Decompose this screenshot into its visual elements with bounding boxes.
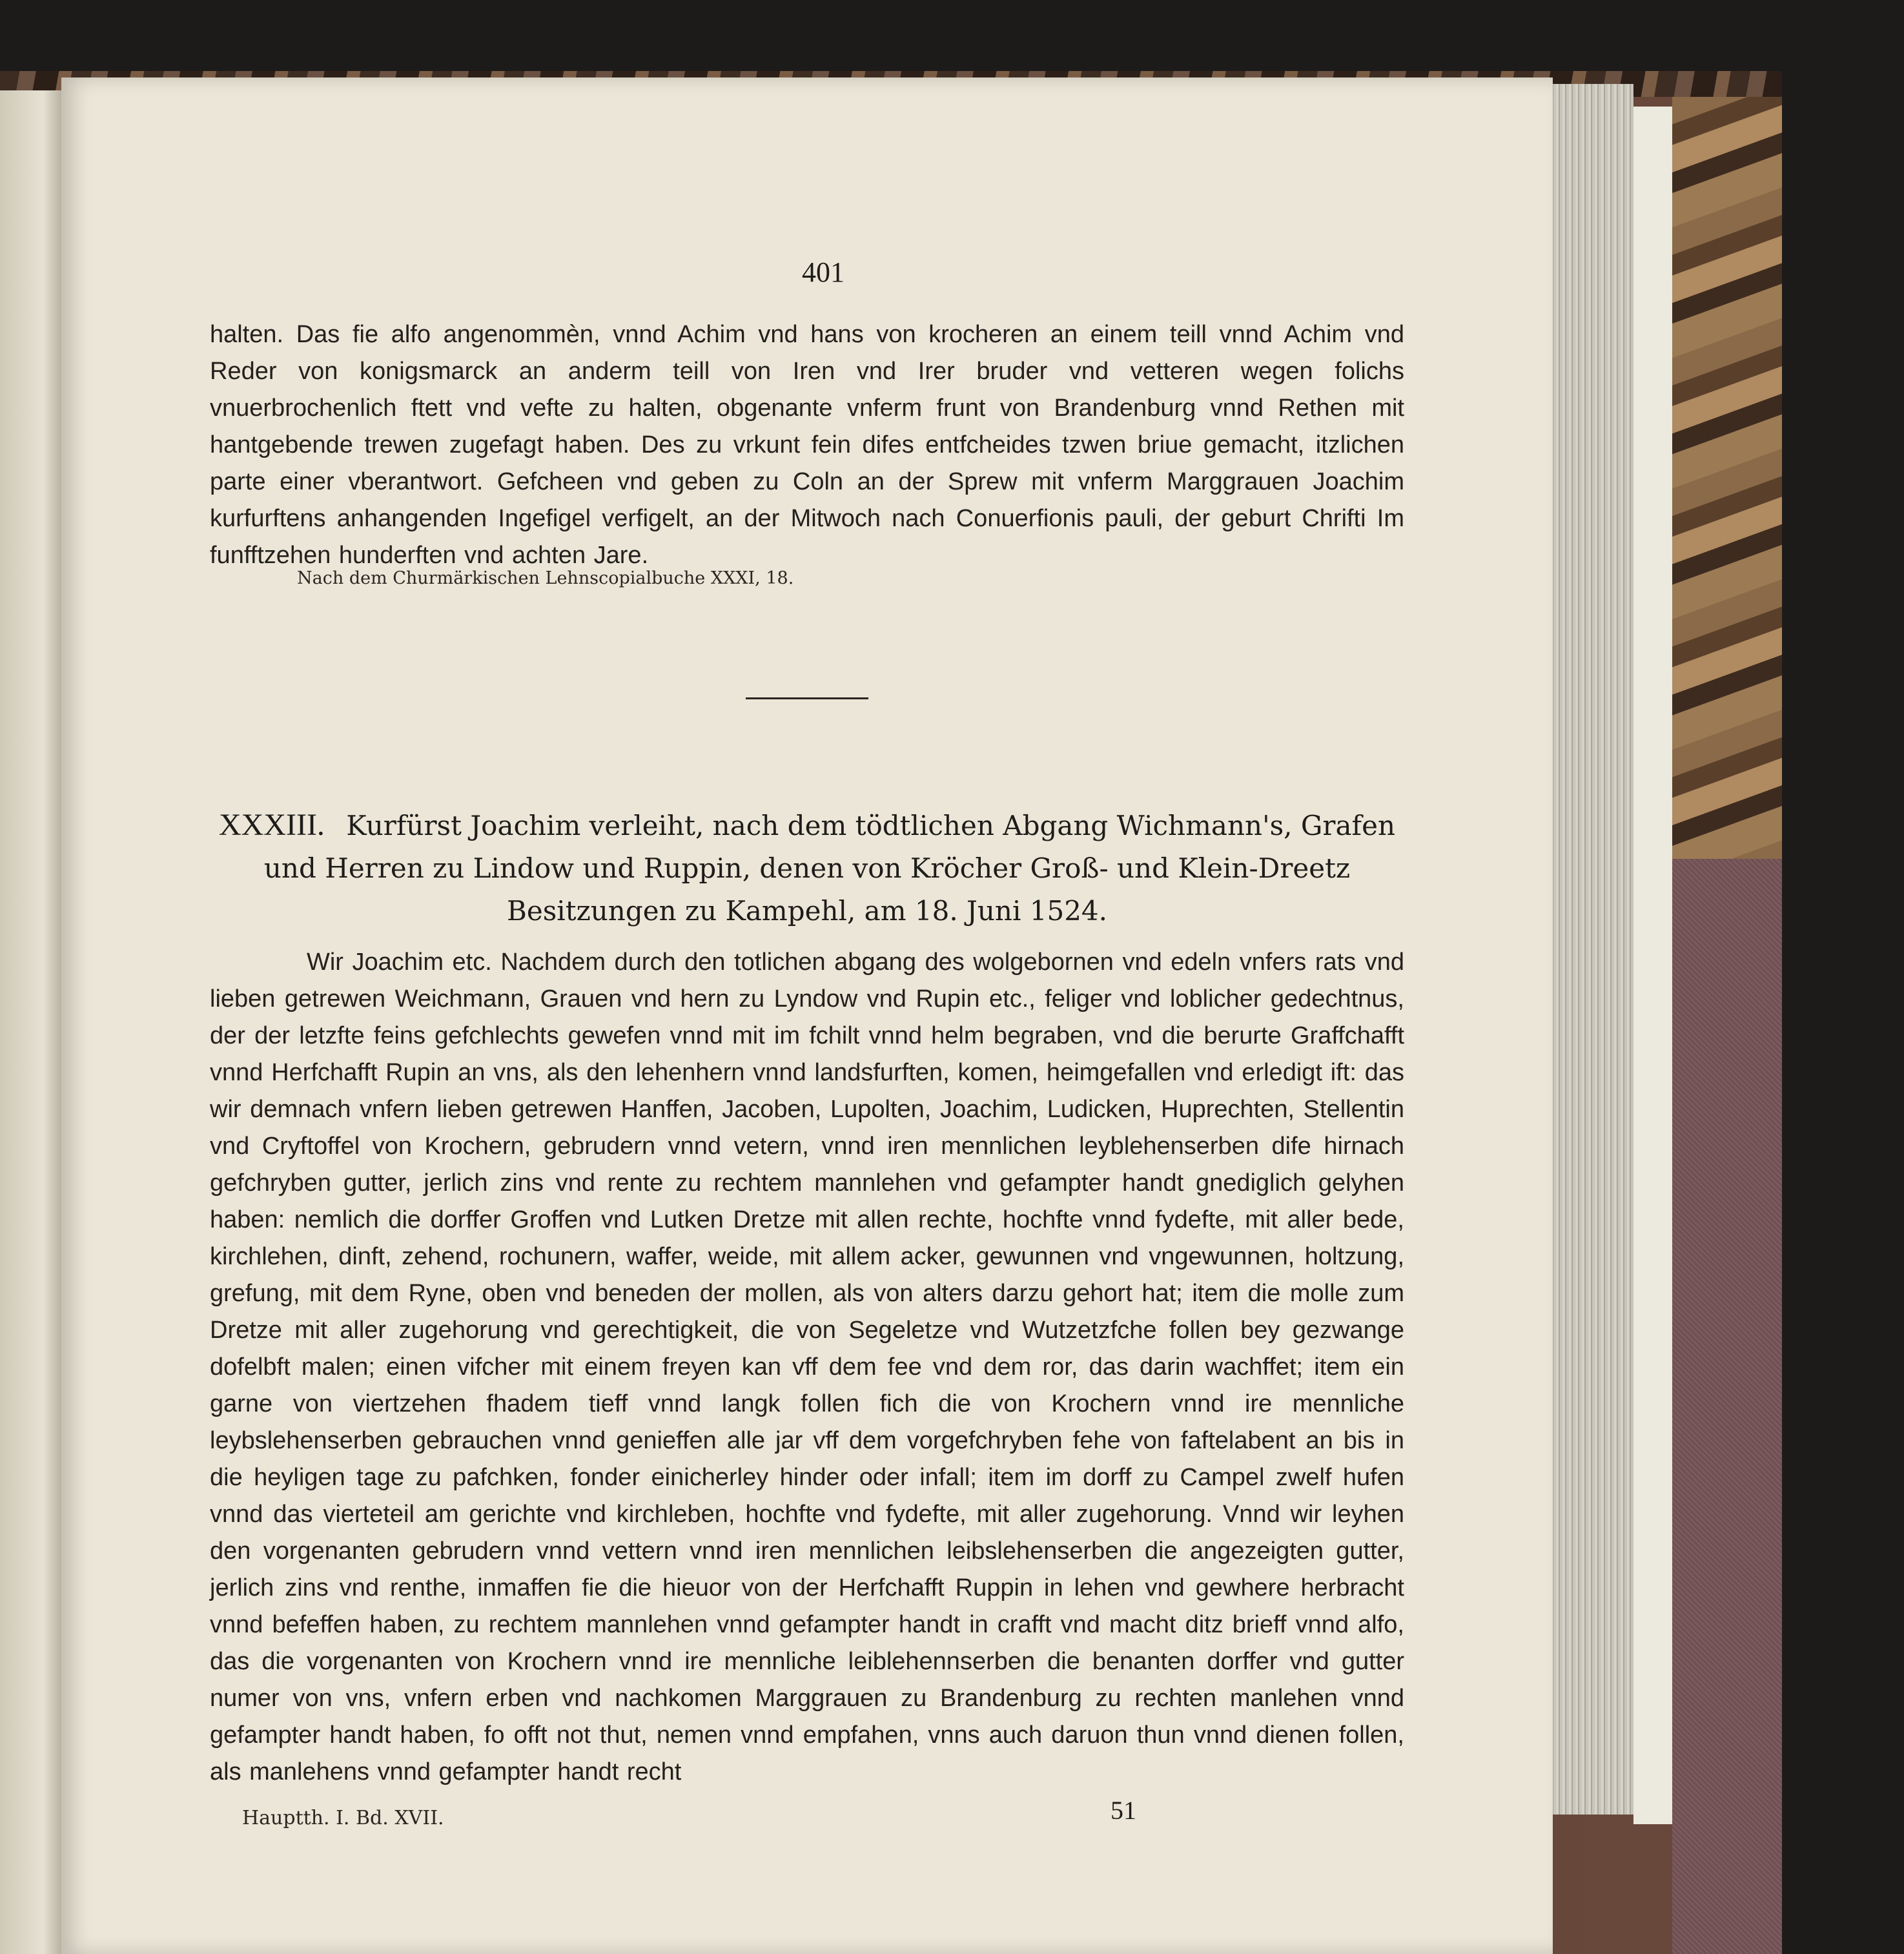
back-page-edge xyxy=(1633,107,1672,1824)
document-body xyxy=(210,944,1404,1791)
page-stack-edge xyxy=(1550,84,1633,1815)
cloth-spine-right xyxy=(1672,859,1782,1954)
section-divider xyxy=(746,697,868,699)
page-number: 401 xyxy=(802,256,845,288)
document-title: Kurfürst Joachim verleiht, nach dem tödtlichen Abgang Wichmann's, Grafen und Herren zu Lindow und Ruppin, denen von Kröcher Groß- und Klein-Dreetz Besitzungen zu Kampehl, am 18. Juni 1524. xyxy=(263,810,1395,927)
book-page xyxy=(61,77,1553,1954)
sheet-number: 51 xyxy=(1111,1796,1136,1825)
document-numeral: XXXIII. xyxy=(218,808,325,842)
continuation-paragraph: halten. Das fie alfo angenommèn, vnnd Achim vnd hans von krocheren an einem teill vnnd Achim vnd Reder von konigsmarck an anderm teill von Iren vnd Irer bruder vnd vetteren wegen folichs vnuerbrochenlich ftett vnd vefte zu halten, obgenante vnferm frunt von Brandenburg vnnd Rethen mit hantgebende trewen zugefagt haben. Des zu vrkunt fein difes entfcheides tzwen briue gemacht, itzlichen parte einer vberantwort. Gefcheen vnd geben zu Coln an der Sprew mit vnferm Marggrauen Joachim kurfurftens anhangenden Ingefigel verfigelt, an der Mitwoch nach Conuerfionis pauli, der geburt Chrifti Im funfftzehen hunderften vnd achten Jare. xyxy=(210,321,1404,569)
document-heading xyxy=(210,804,1404,932)
left-page-edge xyxy=(0,90,61,1954)
marbled-board-right xyxy=(1672,97,1782,859)
source-note: Nach dem Churmärkischen Lehnscopialbuche XXXI, 18. xyxy=(297,568,794,588)
signature-mark: Hauptth. I. Bd. XVII. xyxy=(242,1807,444,1829)
body-paragraph: Wir Joachim etc. Nachdem durch den totlichen abgang des wolgebornen vnd edeln vnfers rats vnd lieben getrewen Weichmann, Grauen vnd hern zu Lyndow vnd Rupin etc., feliger vnd loblicher gedechtnus, der der letzfte feins gefchlechts gewefen vnnd mit im fchilt vnnd helm begraben, vnd die berurte Graffchafft vnnd Herfchafft Rupin an vns, als den lehenhern vnnd landsfurften, komen, heimgefallen vnd erledigt ift: das wir demnach vnfern lieben getrewen Hanffen, Jacoben, Lupolten, Joachim, Ludicken, Huprechten, Stellentin vnd Cryftoffel von Krochern, gebrudern vnnd vetern, vnnd iren mennlichen leyblehenserben dife hirnach gefchryben gutter, jerlich zins vnd rente zu rechtem mannlehen vnd gefampter handt gnediglich gelyhen haben: nemlich die dorffer Groffen vnd Lutken Dretze mit allen rechte, hochfte vnnd fydefte, mit aller bede, kirchlehen, dinft, zehend, rochunern, waffer, weide, mit allem acker, gewunnen vnd vngewunnen, holtzung, grefung, mit dem Ryne, oben vnd beneden der mollen, als von alters darzu gehort hat; item die molle zum Dretze mit aller zugehorung vnd gerechtigkeit, die von Segeletze vnd Wutzetzfche follen bey gezwange dofelbft malen; einen vifcher mit einem freyen kan vff dem fee vnd dem ror, das darin wachffet; item ein garne von viertzehen fhadem tieff vnnd langk follen fich die von Krochern vnnd ire mennliche leybslehenserben gebrauchen vnnd genieffen alle jar vff dem vorgefchryben fehe von faftelabent an bis in die heyligen tage zu pafchken, fonder einicherley hinder oder infall; item im dorff zu Campel zwelf hufen vnnd das vierteteil am gerichte vnd kirchleben, hochfte vnd fydefte, mit aller zugehorung. Vnnd wir leyhen den vorgenanten gebrudern vnnd vettern vnnd iren mennlichen leibslehenserben die angezeigten gutter, jerlich zins vnd renthe, inmaffen fie die hieuor von der Herfchafft Ruppin in lehen vnd gewhere herbracht vnnd befeffen haben, zu rechtem mannlehen vnnd gefampter handt in crafft vnd macht ditz brieff vnnd alfo, das die vorgenanten von Krochern vnnd ire mennliche leiblehennserben die benanten dorffer vnd gutter numer von vns, vnfern erben vnd nachkomen Marggrauen zu Brandenburg zu rechten manlehen vnnd gefampter handt haben, fo offt not thut, nemen vnnd empfahen, vnns auch daruon thun vnnd dienen follen, als manlehens vnnd gefampter handt recht xyxy=(210,949,1404,1785)
